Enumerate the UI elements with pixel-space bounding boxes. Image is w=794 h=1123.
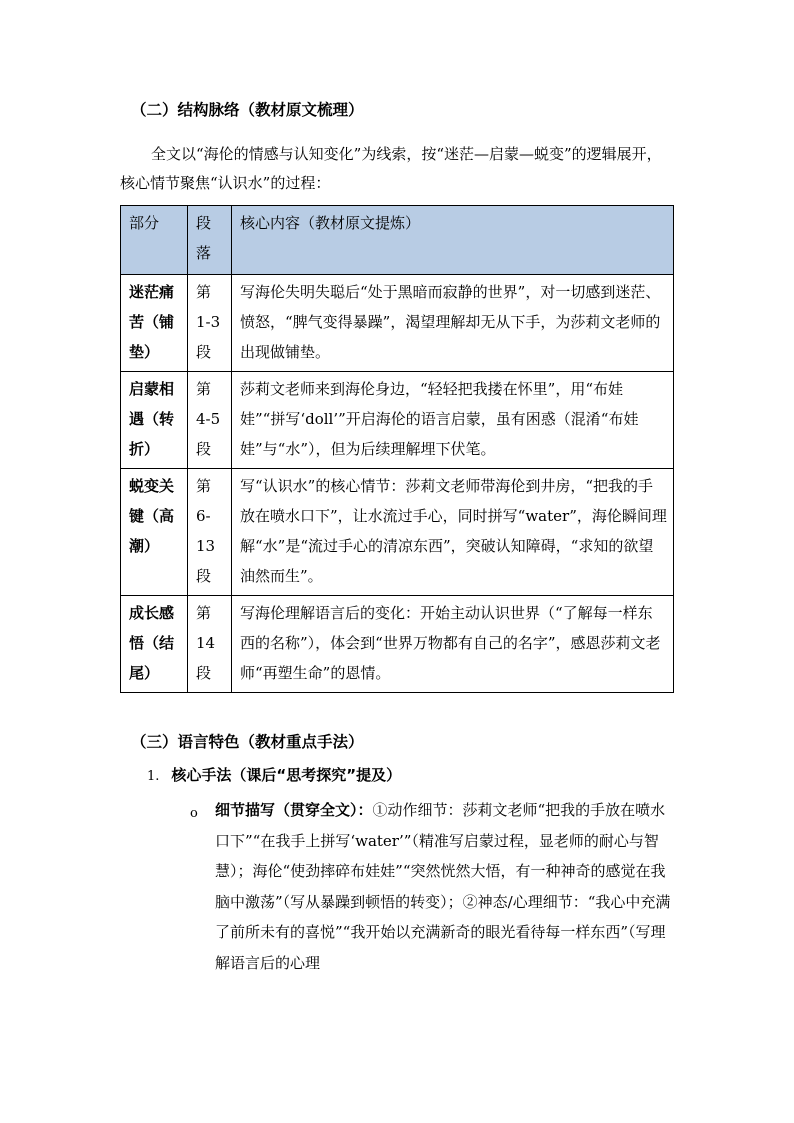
detail-lead: 细节描写（贯穿全文）：: [215, 801, 373, 819]
row-content: 莎莉文老师来到海伦身边，“轻轻把我搂在怀里”，用“布娃娃”“拼写‘doll’”开启海伦的语言启蒙，虽有困惑（混淆“布娃娃”与“水”），但为后续理解埋下伏笔。: [232, 372, 674, 469]
header-content: 核心内容（教材原文提炼）: [232, 206, 674, 275]
row-para: 第 14 段: [188, 596, 232, 693]
row-para: 第 6-13 段: [188, 469, 232, 596]
section-heading-language: （三）语言特色（教材重点手法）: [131, 733, 364, 751]
structure-table: [120, 205, 674, 693]
row-part: 启蒙相遇（转折）: [121, 372, 188, 469]
table-row: [121, 372, 674, 469]
row-para: 第 1-3 段: [188, 275, 232, 372]
list-item-core-technique: [147, 764, 401, 785]
list-label: 核心手法（课后“思考探究”提及）: [171, 766, 402, 784]
table-row: [121, 596, 674, 693]
row-part: 成长感悟（结尾）: [121, 596, 188, 693]
intro-paragraph: 全文以“海伦的情感与认知变化”为线索，按“迷茫—启蒙—蜕变”的逻辑展开，核心情节聚焦“认识水”的过程：: [120, 145, 662, 192]
row-part: 迷茫痛苦（铺垫）: [121, 275, 188, 372]
detail-description-paragraph: [215, 795, 673, 978]
row-content: 写“认识水”的核心情节：莎莉文老师带海伦到井房，“把我的手放在喷水口下”，让水流过手心，同时拼写“water”，海伦瞬间理解“水”是“流过手心的清凉东西”，突破认知障碍，“求知的欲望油然而生”。: [232, 469, 674, 596]
table-row: [121, 469, 674, 596]
header-part: 部分: [121, 206, 188, 275]
row-para: 第 4-5 段: [188, 372, 232, 469]
table-header-row: [121, 206, 674, 275]
row-content: 写海伦失明失聪后“处于黑暗而寂静的世界”，对一切感到迷茫、愤怒，“脾气变得暴躁”，渴望理解却无从下手，为莎莉文老师的出现做铺垫。: [232, 275, 674, 372]
table-row: [121, 275, 674, 372]
hollow-bullet-icon: o: [190, 806, 198, 821]
row-part: 蜕变关键（高潮）: [121, 469, 188, 596]
row-content: 写海伦理解语言后的变化：开始主动认识世界（“了解每一样东西的名称”），体会到“世界万物都有自己的名字”，感恩莎莉文老师“再塑生命”的恩情。: [232, 596, 674, 693]
section-heading-structure: （二）结构脉络（教材原文梳理）: [131, 101, 364, 119]
detail-text: ①动作细节：莎莉文老师“把我的手放在喷水口下”“在我手上拼写‘water’”（精准写启蒙过程，显老师的耐心与智慧）；海伦“使劲摔碎布娃娃”“突然恍然大悟，有一种神奇的感觉在我脑中激荡”（写从暴躁到顿悟的转变）；②神态/心理细节：“我心中充满了前所未有的喜悦”“我开始以充满新奇的眼光看待每一样东西”（写理解语言后的心理: [215, 801, 671, 972]
list-number: 1.: [147, 769, 160, 784]
header-para: 段落: [188, 206, 232, 275]
